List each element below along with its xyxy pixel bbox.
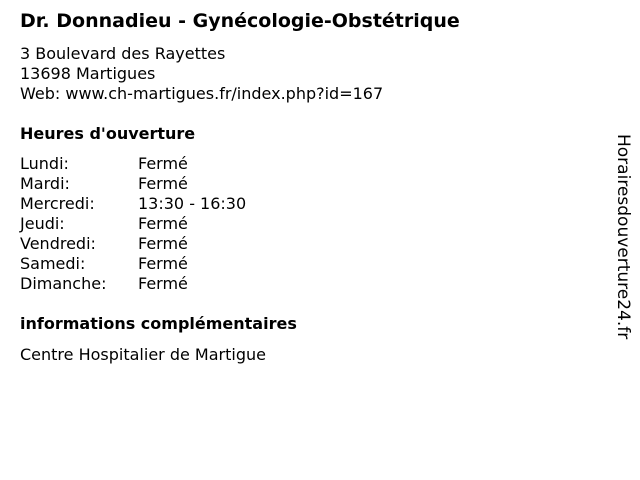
- hours-heading: Heures d'ouverture: [20, 124, 196, 143]
- day-hours: Fermé: [138, 274, 188, 293]
- day-label: Mardi:: [20, 174, 70, 193]
- day-hours: Fermé: [138, 214, 188, 233]
- day-hours: Fermé: [138, 234, 188, 253]
- address-block: [20, 44, 383, 104]
- day-hours: Fermé: [138, 174, 188, 193]
- address-city: 13698 Martigues: [20, 64, 156, 83]
- day-label: Dimanche:: [20, 274, 107, 293]
- day-label: Lundi:: [20, 154, 69, 173]
- address-street: 3 Boulevard des Rayettes: [20, 44, 226, 63]
- address-web: Web: www.ch-martigues.fr/index.php?id=167: [20, 84, 384, 103]
- day-hours: 13:30 - 16:30: [138, 194, 247, 213]
- day-label: Vendredi:: [20, 234, 96, 253]
- day-hours: Fermé: [138, 154, 188, 173]
- day-label: Mercredi:: [20, 194, 95, 213]
- day-hours: Fermé: [138, 254, 188, 273]
- day-label: Samedi:: [20, 254, 86, 273]
- info-heading: informations complémentaires: [20, 314, 297, 333]
- info-text: Centre Hospitalier de Martigue: [20, 345, 266, 364]
- day-label: Jeudi:: [20, 214, 65, 233]
- site-watermark: Horairesdouverture24.fr: [613, 134, 633, 340]
- page-title: Dr. Donnadieu - Gynécologie-Obstétrique: [20, 10, 460, 32]
